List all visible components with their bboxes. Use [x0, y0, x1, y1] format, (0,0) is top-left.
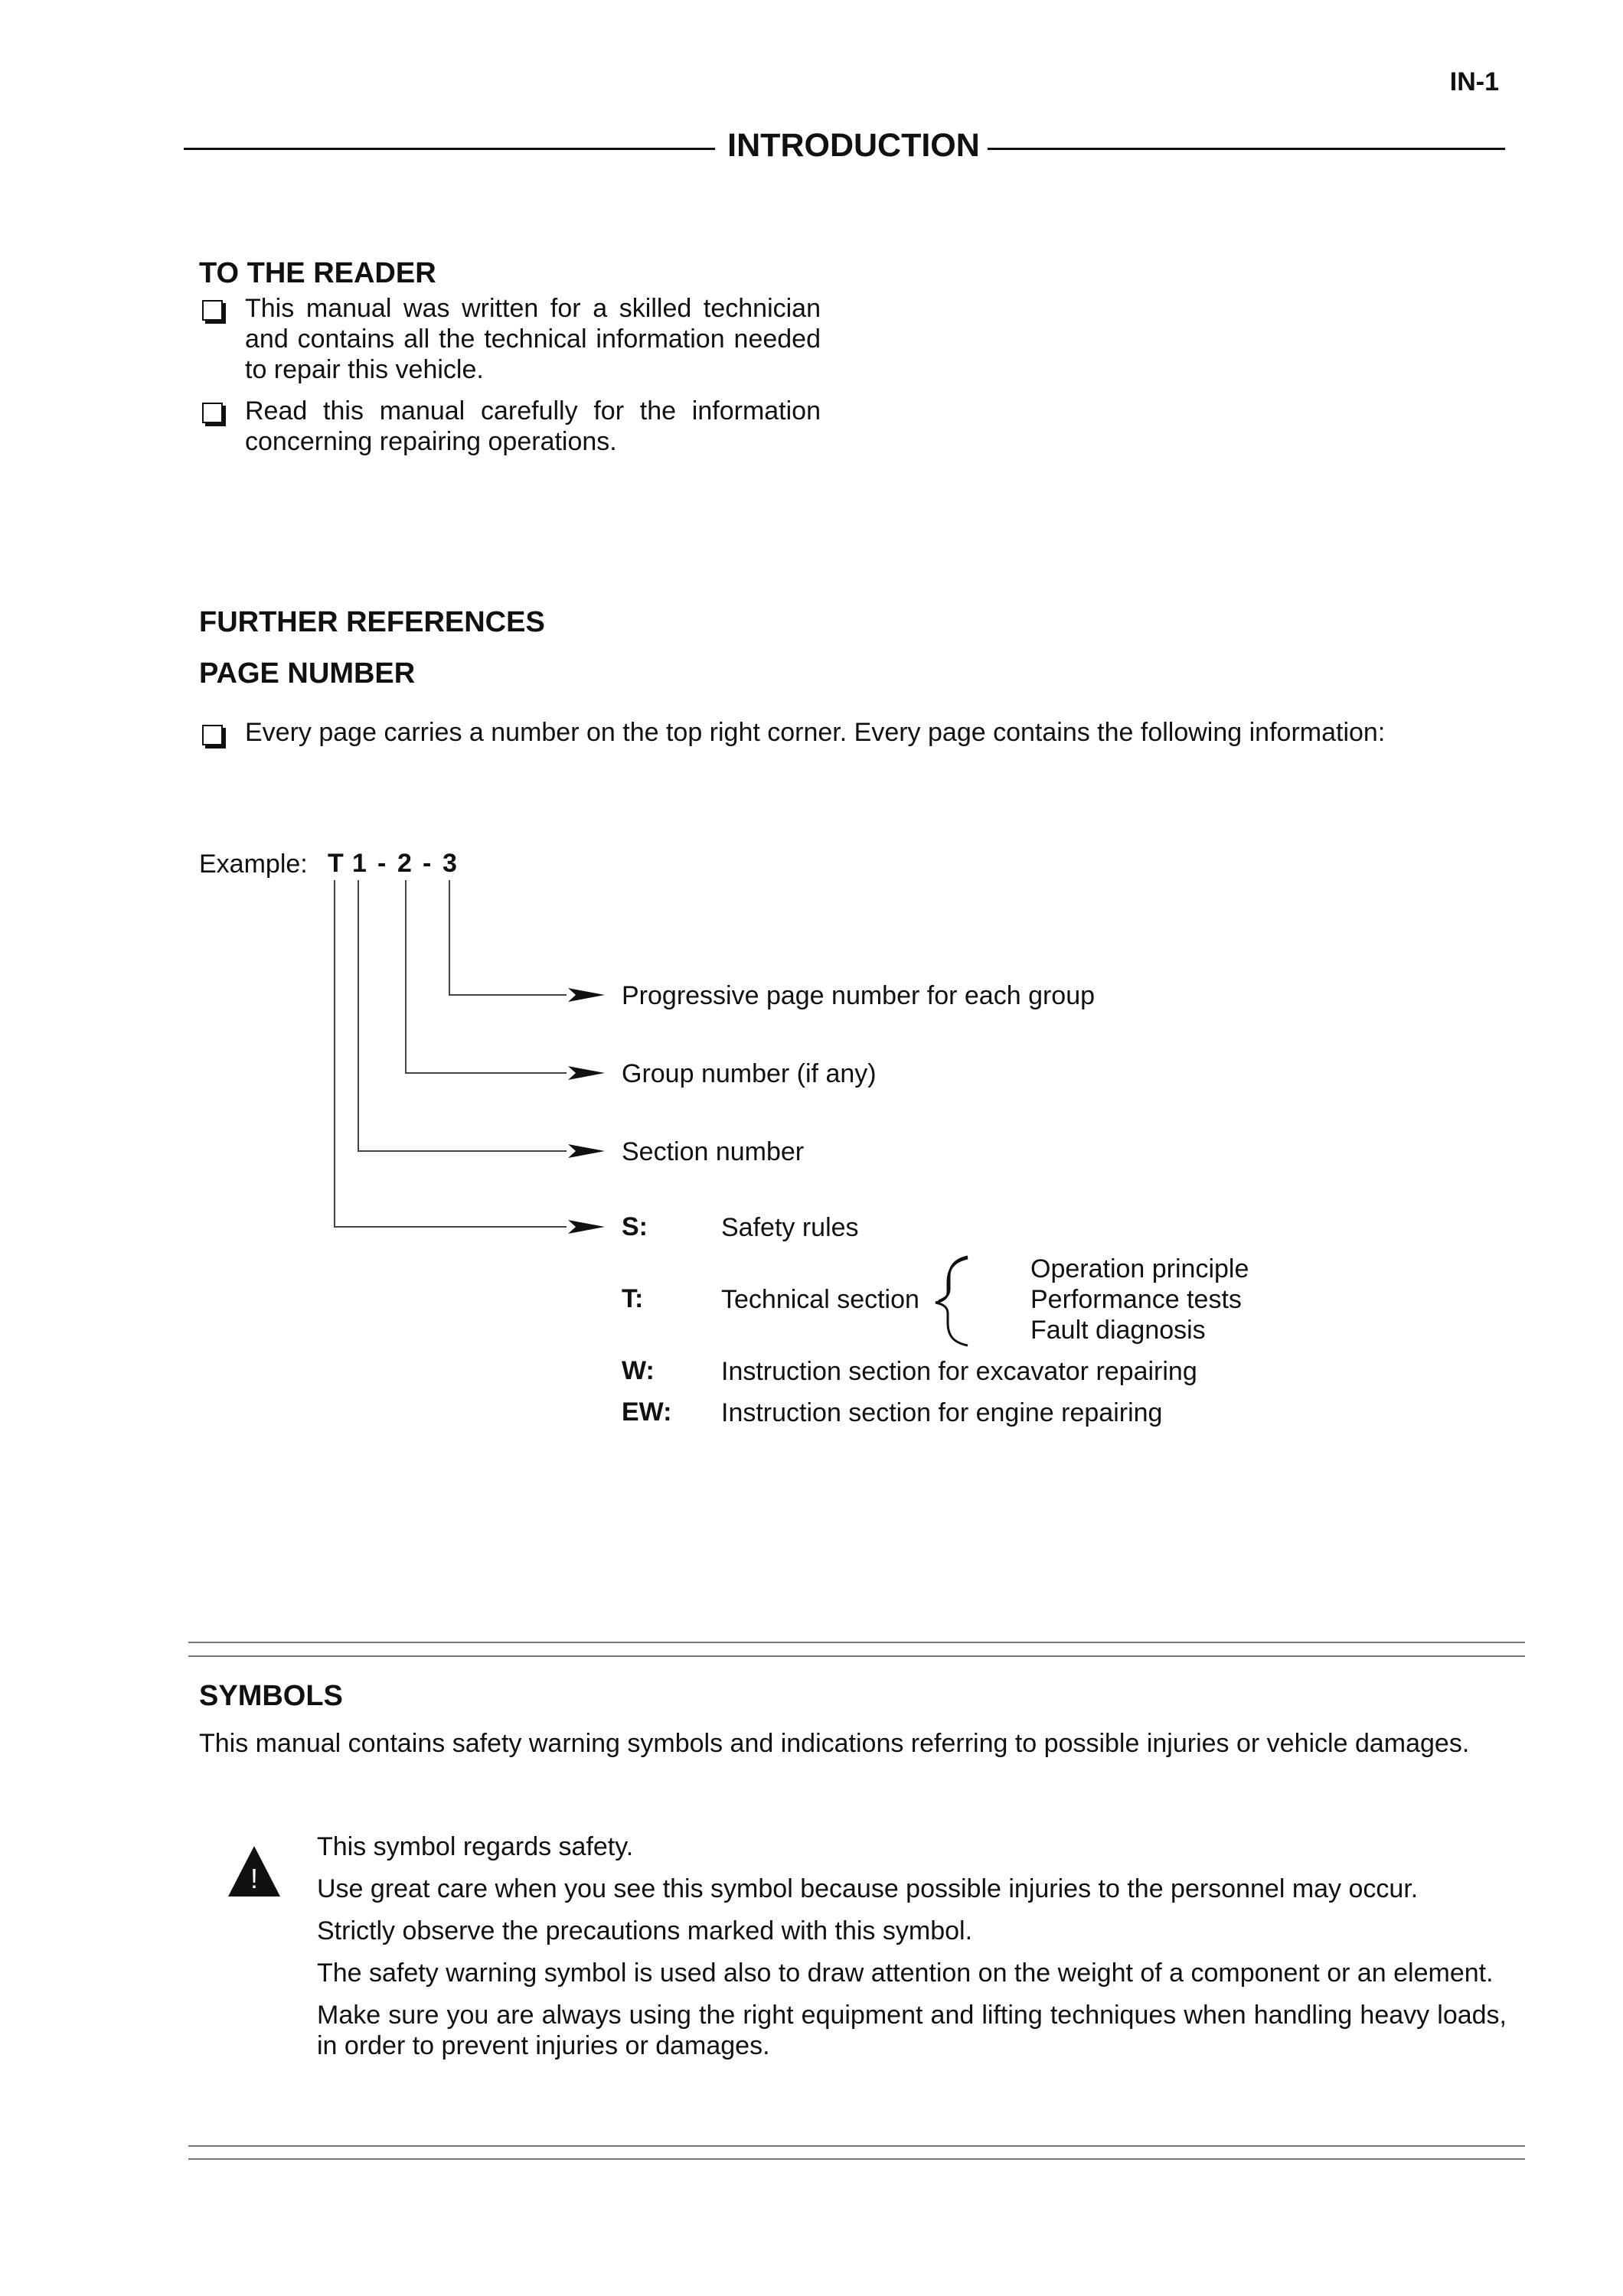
section-code-ew: EW: — [622, 1397, 672, 1427]
code-letter-t: T — [328, 849, 344, 878]
symbols-heading: SYMBOLS — [199, 1680, 343, 1712]
section-text-ew: Instruction section for engine repairing — [721, 1398, 1163, 1427]
arrow-icon — [568, 1066, 605, 1080]
section-code-s: S: — [622, 1212, 648, 1241]
section-t-sub-1: Operation principle — [1030, 1254, 1249, 1283]
symbol-line-5: Make sure you are always using the right equipment and lifting techniques when handling heavy loads, in order to prevent injuries or damages. — [317, 2001, 1507, 2060]
warning-glyph: ! — [250, 1863, 258, 1894]
code-section-number: 1 — [352, 849, 367, 878]
reader-heading: TO THE READER — [199, 257, 436, 289]
references-item: Every page carries a number on the top right corner. Every page contains the following information: — [245, 718, 1386, 747]
warning-triangle-icon — [227, 1843, 282, 1898]
divider — [188, 1642, 1525, 1643]
symbol-line-3: Strictly observe the precautions marked with this symbol. — [317, 1916, 973, 1945]
connector-group — [406, 880, 567, 1073]
page-number-heading: PAGE NUMBER — [199, 657, 416, 690]
arrow-icon — [568, 988, 605, 1002]
references-heading: FURTHER REFERENCES — [199, 606, 545, 638]
connector-section — [358, 880, 567, 1151]
desc-page-number: Progressive page number for each group — [622, 981, 1096, 1010]
symbol-line-1: This symbol regards safety. — [317, 1832, 634, 1861]
section-text-t: Technical section — [721, 1285, 919, 1314]
code-dash: - — [423, 849, 432, 878]
page-number: IN-1 — [1449, 67, 1499, 96]
connector-letter — [335, 880, 567, 1227]
arrow-icon — [568, 1144, 605, 1158]
reader-item-1: This manual was written for a skilled technician and contains all the technical information needed to repair this vehicle. — [245, 294, 821, 384]
section-code-w: W: — [622, 1356, 655, 1385]
connector-page — [449, 880, 567, 995]
section-t-sub-2: Performance tests — [1030, 1285, 1242, 1314]
code-group-number: 2 — [397, 849, 412, 878]
divider — [188, 2145, 1525, 2147]
section-t-sub-3: Fault diagnosis — [1030, 1316, 1206, 1345]
section-code-t: T: — [622, 1284, 644, 1313]
arrow-icon — [568, 1220, 605, 1234]
section-text-w: Instruction section for excavator repairing — [721, 1357, 1197, 1386]
reader-item-2: Read this manual carefully for the information concerning repairing operations. — [245, 396, 821, 456]
symbols-intro: This manual contains safety warning symbols and indications referring to possible injuries or vehicle damages. — [199, 1729, 1470, 1758]
desc-section-number: Section number — [622, 1137, 805, 1166]
desc-group-number: Group number (if any) — [622, 1059, 877, 1088]
page-title: INTRODUCTION — [727, 127, 980, 164]
code-page-number: 3 — [442, 849, 457, 878]
divider — [188, 1655, 1525, 1657]
example-label: Example: — [199, 850, 308, 879]
section-text-s: Safety rules — [721, 1213, 859, 1242]
symbol-line-4: The safety warning symbol is used also to draw attention on the weight of a component or an element. — [317, 1958, 1494, 1988]
symbol-line-2: Use great care when you see this symbol because possible injuries to the personnel may occur. — [317, 1874, 1419, 1903]
brace-icon — [931, 1255, 974, 1347]
divider — [188, 2158, 1525, 2160]
code-dash: - — [377, 849, 387, 878]
